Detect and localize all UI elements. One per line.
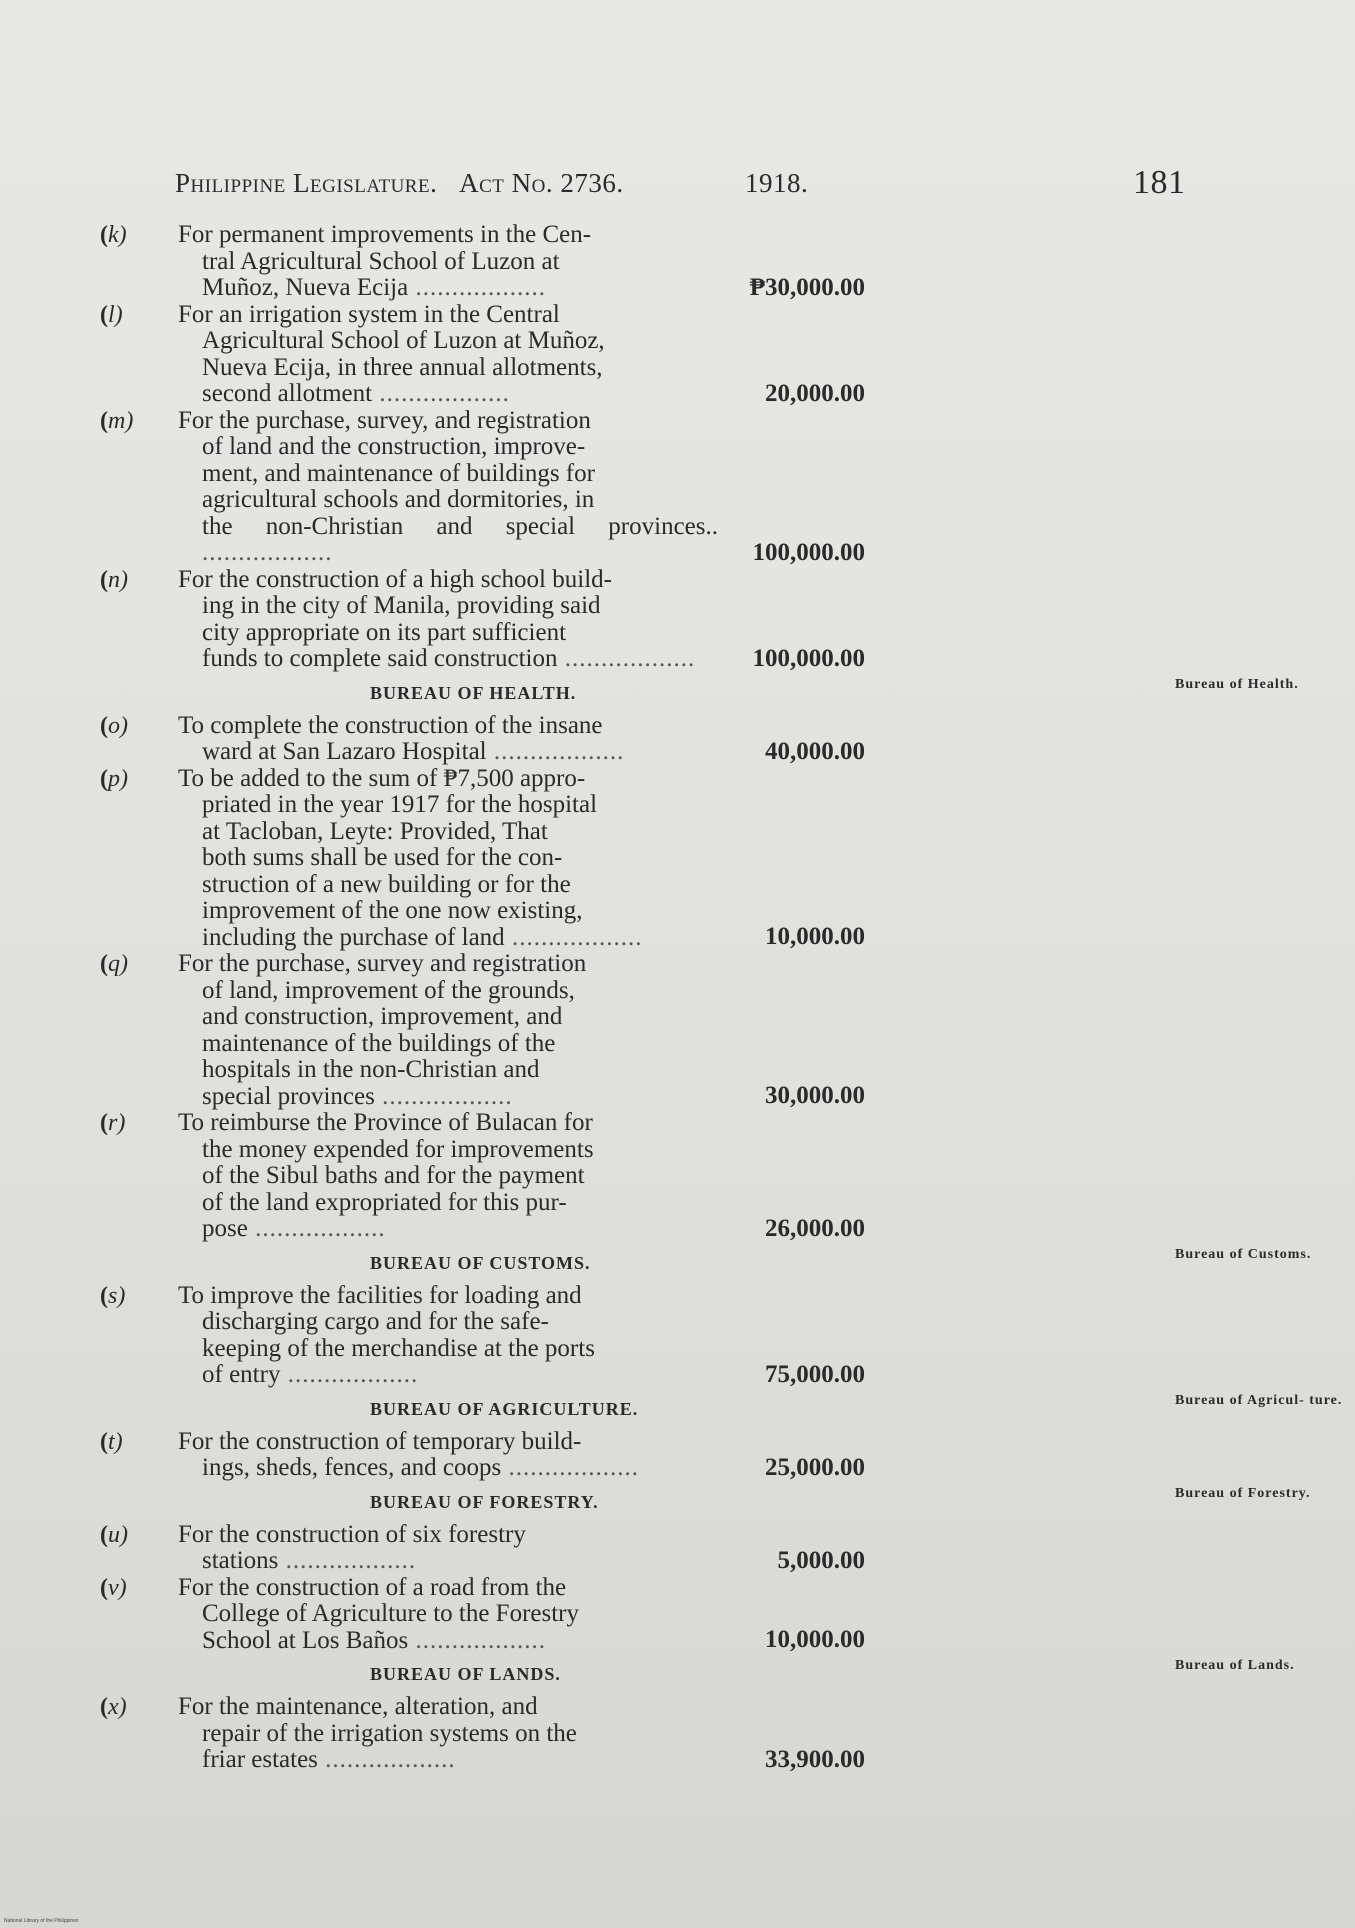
description-line: the money expended for improvements [202, 1135, 594, 1163]
item-letter: (x) [100, 1694, 127, 1720]
item-description [178, 1110, 718, 1243]
item-description [178, 1694, 718, 1774]
description-line: ward at San Lazaro Hospital .................. [202, 738, 625, 765]
appropriation-item [100, 713, 1120, 766]
margin-note: Bureau of Health. [1175, 676, 1299, 692]
appropriation-item [100, 1522, 1120, 1575]
description-line: hospitals in the non-Christian and [202, 1056, 540, 1083]
appropriation-item [100, 766, 1120, 952]
section-heading: BUREAU OF HEALTH. Bureau of Health. [370, 673, 1120, 713]
item-amount: ₱30,000.00 [749, 273, 865, 301]
description-line: For the purchase, survey and registration [178, 950, 587, 977]
appropriation-item [100, 222, 1120, 302]
description-line: Agricultural School of Luzon at Muñoz, [202, 327, 605, 354]
item-amount: 10,000.00 [765, 923, 865, 950]
page-number: 181 [1133, 164, 1186, 201]
description-line: Muñoz, Nueva Ecija .................. [202, 274, 546, 301]
description-line: To reimburse the Province of Bulacan for [178, 1109, 593, 1136]
item-description [178, 302, 718, 408]
description-line: For an irrigation system in the Central [178, 300, 560, 328]
item-letter: (t) [100, 1428, 123, 1455]
section-heading: BUREAU OF FORESTRY. Bureau of Forestry. [370, 1482, 1120, 1522]
description-line: For the construction of a road from the [178, 1573, 567, 1601]
description-line: priated in the year 1917 for the hospital [202, 791, 598, 818]
item-amount: 5,000.00 [777, 1546, 865, 1574]
description-line: friar estates .................. [202, 1746, 456, 1773]
item-description [178, 1429, 718, 1482]
page-header [175, 164, 1186, 201]
description-line: Nueva Ecija, in three annual allotments, [202, 353, 603, 381]
description-line: pose .................. [202, 1215, 386, 1242]
description-line: agricultural schools and dormitories, in [202, 486, 595, 513]
margin-note: Bureau of Forestry. [1175, 1485, 1311, 1501]
description-line: special provinces .................. [202, 1082, 513, 1110]
item-amount: 75,000.00 [765, 1360, 865, 1388]
appropriation-item [100, 1575, 1120, 1655]
item-amount: 20,000.00 [765, 379, 865, 407]
description-line: maintenance of the buildings of the [202, 1029, 556, 1057]
item-amount: 26,000.00 [765, 1214, 865, 1242]
item-amount: 30,000.00 [765, 1082, 865, 1109]
description-line: To be added to the sum of ₱7,500 appro- [178, 764, 586, 792]
margin-note: Bureau of Agricul- ture. [1175, 1392, 1343, 1408]
description-line: city appropriate on its part sufficient [202, 618, 567, 646]
description-line: of land and the construction, improve- [202, 433, 586, 460]
item-amount: 10,000.00 [765, 1626, 865, 1653]
running-title: Philippine Legislature. [175, 168, 438, 198]
description-line: funds to complete said construction .................. [202, 645, 696, 672]
item-description [178, 222, 718, 302]
item-letter: (k) [100, 222, 127, 248]
appropriation-item [100, 1110, 1120, 1243]
item-description [178, 713, 718, 766]
description-line: including the purchase of land .................. [202, 923, 643, 951]
description-line: To complete the construction of the insane [178, 711, 603, 739]
library-watermark: National Library of the Philippines [4, 1918, 79, 1924]
description-line: For the maintenance, alteration, and [178, 1693, 538, 1720]
item-letter: (v) [100, 1574, 127, 1601]
description-line: of land, improvement of the grounds, [202, 976, 575, 1004]
description-line: both sums shall be used for the con- [202, 844, 563, 871]
section-heading: BUREAU OF LANDS. Bureau of Lands. [370, 1654, 1120, 1694]
margin-note: Bureau of Lands. [1175, 1658, 1295, 1673]
item-amount: 100,000.00 [752, 644, 865, 672]
description-line: ings, sheds, fences, and coops .................. [202, 1454, 639, 1481]
item-description [178, 567, 718, 673]
item-description [178, 1522, 718, 1575]
item-amount: 33,900.00 [765, 1745, 865, 1773]
item-letter: (p) [100, 765, 128, 792]
item-letter: (o) [100, 712, 128, 739]
description-line: of the land expropriated for this pur- [202, 1188, 567, 1216]
item-letter: (s) [100, 1282, 126, 1309]
margin-note: Bureau of Customs. [1175, 1246, 1312, 1262]
act-number: Act No. 2736. [459, 168, 624, 198]
appropriation-item [100, 1429, 1120, 1482]
item-description [178, 1283, 718, 1389]
appropriation-item [100, 408, 1120, 567]
appropriation-list [100, 221, 1343, 1774]
item-amount: 40,000.00 [765, 737, 865, 765]
description-line: School at Los Baños .................. [202, 1626, 546, 1654]
description-line: improvement of the one now existing, [202, 897, 583, 924]
appropriation-item [100, 1283, 1120, 1389]
description-line: keeping of the merchandise at the ports [202, 1334, 595, 1362]
item-description [178, 951, 718, 1110]
item-letter: (r) [100, 1110, 126, 1136]
description-line: For the construction of six forestry [178, 1520, 526, 1548]
item-description [178, 408, 718, 567]
item-letter: (q) [100, 951, 128, 977]
description-line: For the construction of a high school build- [178, 565, 612, 593]
description-line: repair of the irrigation systems on the [202, 1719, 577, 1747]
item-letter: (l) [100, 301, 123, 328]
item-letter: (n) [100, 566, 128, 593]
appropriation-item [100, 1694, 1120, 1774]
description-line: of the Sibul baths and for the payment [202, 1162, 585, 1189]
item-letter: (u) [100, 1521, 128, 1548]
description-line: and construction, improvement, and [202, 1003, 563, 1030]
description-line: For permanent improvements in the Cen- [178, 221, 592, 248]
appropriation-item [100, 567, 1120, 673]
item-amount: 100,000.00 [752, 538, 865, 566]
description-line: discharging cargo and for the safe- [202, 1308, 549, 1335]
description-line: College of Agriculture to the Forestry [202, 1600, 580, 1627]
description-line: struction of a new building or for the [202, 870, 571, 898]
item-description [178, 766, 718, 952]
description-line: ment, and maintenance of buildings for [202, 459, 595, 487]
description-line: stations .................. [202, 1547, 417, 1574]
description-line: second allotment .................. [202, 380, 510, 407]
item-letter: (m) [100, 407, 134, 434]
description-line: For the construction of temporary build- [178, 1427, 582, 1455]
section-heading: BUREAU OF CUSTOMS. Bureau of Customs. [370, 1243, 1120, 1283]
description-line: ing in the city of Manila, providing said [202, 592, 601, 619]
description-line: of entry .................. [202, 1361, 419, 1388]
item-description [178, 1575, 718, 1655]
description-line: To improve the facilities for loading and [178, 1281, 582, 1309]
description-line: tral Agricultural School of Luzon at [202, 247, 560, 275]
item-amount: 25,000.00 [765, 1453, 865, 1481]
appropriation-item [100, 302, 1120, 408]
description-line: the non-Christian and special provinces.. .................. [202, 512, 718, 566]
appropriation-item [100, 951, 1120, 1110]
section-heading: BUREAU OF AGRICULTURE. Bureau of Agricul- ture. [370, 1389, 1120, 1429]
header-year: 1918. [745, 168, 809, 198]
description-line: For the purchase, survey, and registration [178, 406, 591, 434]
description-line: at Tacloban, Leyte: Provided, That [202, 817, 548, 845]
